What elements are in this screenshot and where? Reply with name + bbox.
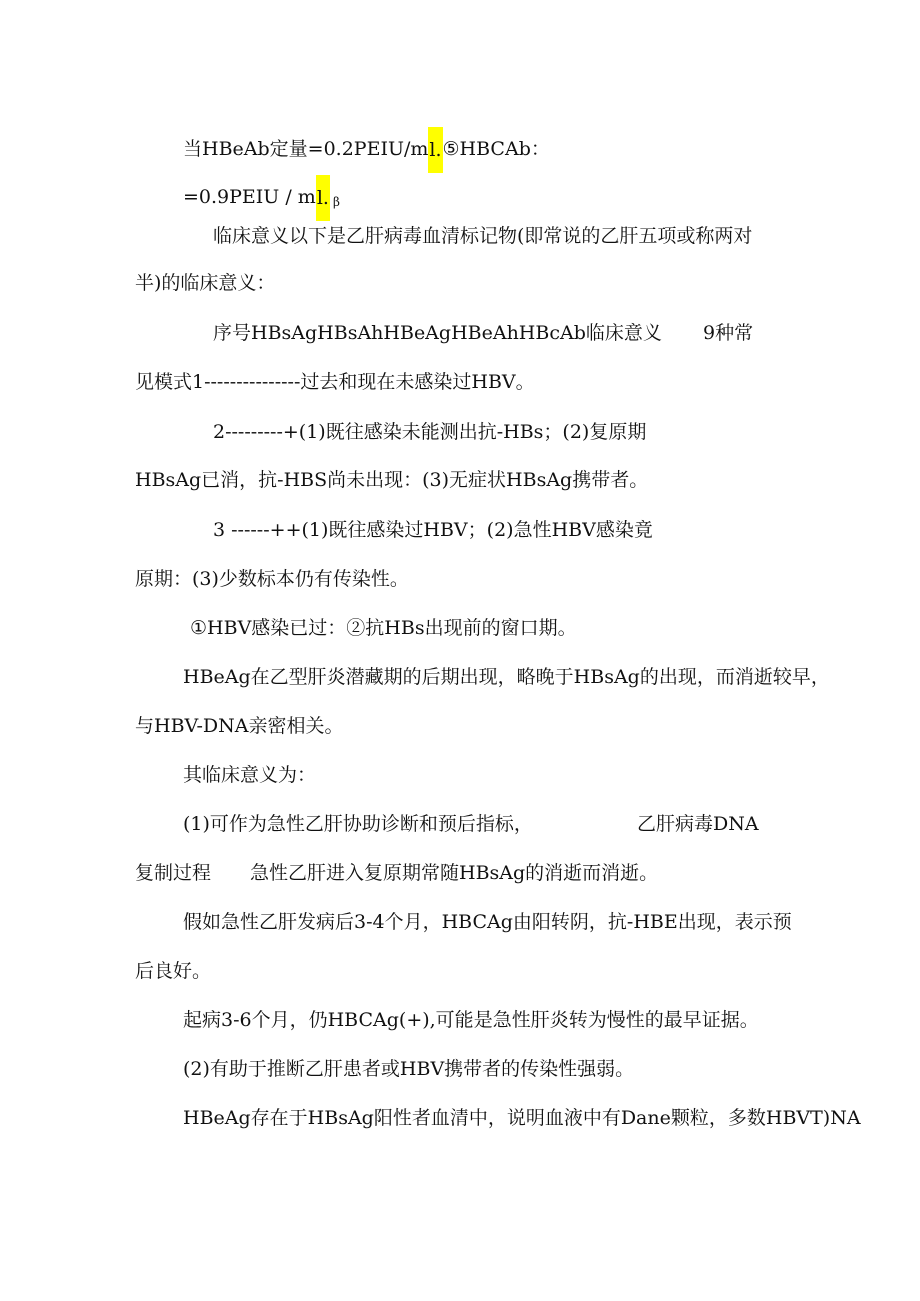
- text-line-1: [183, 127, 550, 173]
- text-line-6: 见模式1---------------过去和现在未感染过HBV。: [135, 371, 535, 393]
- text-line-5b: 9种常: [703, 322, 754, 344]
- text-line-19: 起病3-6个月，仍HBCAg(+),可能是急性肝炎转为慢性的最早证据。: [183, 1009, 759, 1031]
- text-line-16a: 复制过程: [135, 862, 212, 884]
- subscript-mark: β: [332, 195, 340, 209]
- text-segment: =0.9PEIU / m: [183, 186, 316, 208]
- highlight-mark: l.: [428, 127, 442, 173]
- text-line-10: 原期：(3)少数标本仍有传染性。: [135, 568, 409, 590]
- text-line-12: HBeAg在乙型肝炎潜藏期的后期出现，略晚于HBsAg的出现，而消逝较早，: [183, 666, 830, 688]
- text-line-8: HBsAg已消，抗-HBS尚未出现：(3)无症状HBsAg携带者。: [135, 469, 649, 491]
- text-line-18: 后良好。: [135, 960, 212, 982]
- text-line-14: 其临床意义为：: [183, 764, 317, 786]
- text-segment: ⑤HBCAb：: [442, 138, 550, 160]
- text-segment: 当HBeAb定量=0.2PEIU/m: [183, 138, 429, 160]
- text-line-17: 假如急性乙肝发病后3-4个月，HBCAg由阳转阴，抗-HBE出现，表示预: [183, 911, 792, 933]
- text-line-9: 3 ------++(1)既往感染过HBV；(2)急性HBV感染竟: [213, 519, 653, 541]
- highlight-mark: l.: [316, 175, 330, 221]
- text-line-21: HBeAg存在于HBsAg阳性者血清中，说明血液中有Dane颗粒，多数HBVT)NA: [183, 1107, 861, 1129]
- text-line-15b: 乙肝病毒DNA: [637, 813, 759, 835]
- text-line-4: 半)的临床意义：: [135, 272, 276, 294]
- text-line-2: [183, 175, 340, 221]
- text-line-16b: 急性乙肝进入复原期常随HBsAg的消逝而消逝。: [250, 862, 659, 884]
- text-line-3: 临床意义以下是乙肝病毒血清标记物(即常说的乙肝五项或称两对: [213, 225, 753, 247]
- text-line-15a: (1)可作为急性乙肝协助诊断和预后指标，: [183, 813, 533, 835]
- text-line-5a: 序号HBsAgHBsAhHBeAgHBeAhHBcAb临床意义: [213, 322, 662, 344]
- text-line-11: ①HBV感染已过：②抗HBs出现前的窗口期。: [190, 617, 577, 639]
- text-line-20: (2)有助于推断乙肝患者或HBV携带者的传染性强弱。: [183, 1058, 635, 1080]
- text-line-13: 与HBV-DNA亲密相关。: [135, 715, 344, 737]
- text-line-7: 2---------+(1)既往感染未能测出抗-HBs；(2)复原期: [213, 421, 647, 443]
